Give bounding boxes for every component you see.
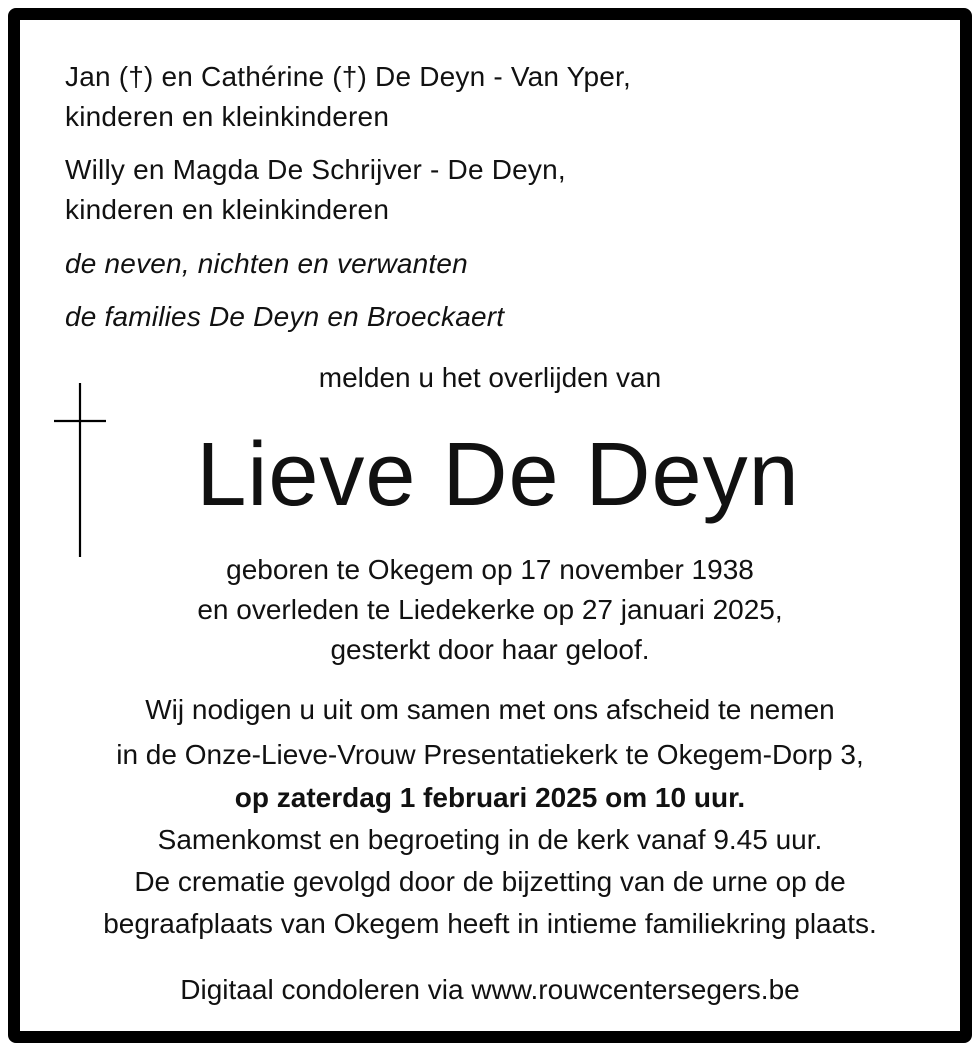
mourners-families <box>65 297 504 337</box>
mourners-family-2-line-1: Willy en Magda De Schrijver - De Deyn, <box>65 154 566 185</box>
condolence-link[interactable]: Digitaal condoleren via www.rouwcentersegers.be <box>180 974 800 1005</box>
mourners-relatives <box>65 244 468 284</box>
deceased-died: en overleden te Liedekerke op 27 januari 2025, <box>197 594 783 625</box>
mourners-relatives-text: de neven, nichten en verwanten <box>65 248 468 279</box>
invitation-cremation-1: De crematie gevolgd door de bijzetting van de urne op de <box>134 866 846 897</box>
mourners-families-text: de families De Deyn en Broeckaert <box>65 301 505 332</box>
invitation-line-1: Wij nodigen u uit om samen met ons afscheid te nemen <box>145 694 835 725</box>
invitation-cremation-2: begraafplaats van Okegem heeft in intieme familiekring plaats. <box>103 908 877 939</box>
invitation-gathering: Samenkomst en begroeting in de kerk vanaf 9.45 uur. <box>157 824 823 855</box>
deceased-born: geboren te Okegem op 17 november 1938 <box>226 554 754 585</box>
deceased-name: Lieve De Deyn <box>196 425 800 525</box>
mourners-family-1-line-1: Jan (†) en Cathérine (†) De Deyn - Van Yper, <box>65 61 631 92</box>
announcement-text: melden u het overlijden van <box>318 362 662 393</box>
invitation-date: op zaterdag 1 februari 2025 om 10 uur. <box>234 782 746 813</box>
deceased-faith: gesterkt door haar geloof. <box>330 634 650 665</box>
mourners-family-2 <box>65 150 566 230</box>
invitation-line-2: in de Onze-Lieve-Vrouw Presentatiekerk te Okegem-Dorp 3, <box>116 739 864 770</box>
mourners-family-2-line-2: kinderen en kleinkinderen <box>65 194 390 225</box>
mourners-family-1-line-2: kinderen en kleinkinderen <box>65 101 390 132</box>
mourners-family-1 <box>65 57 631 137</box>
